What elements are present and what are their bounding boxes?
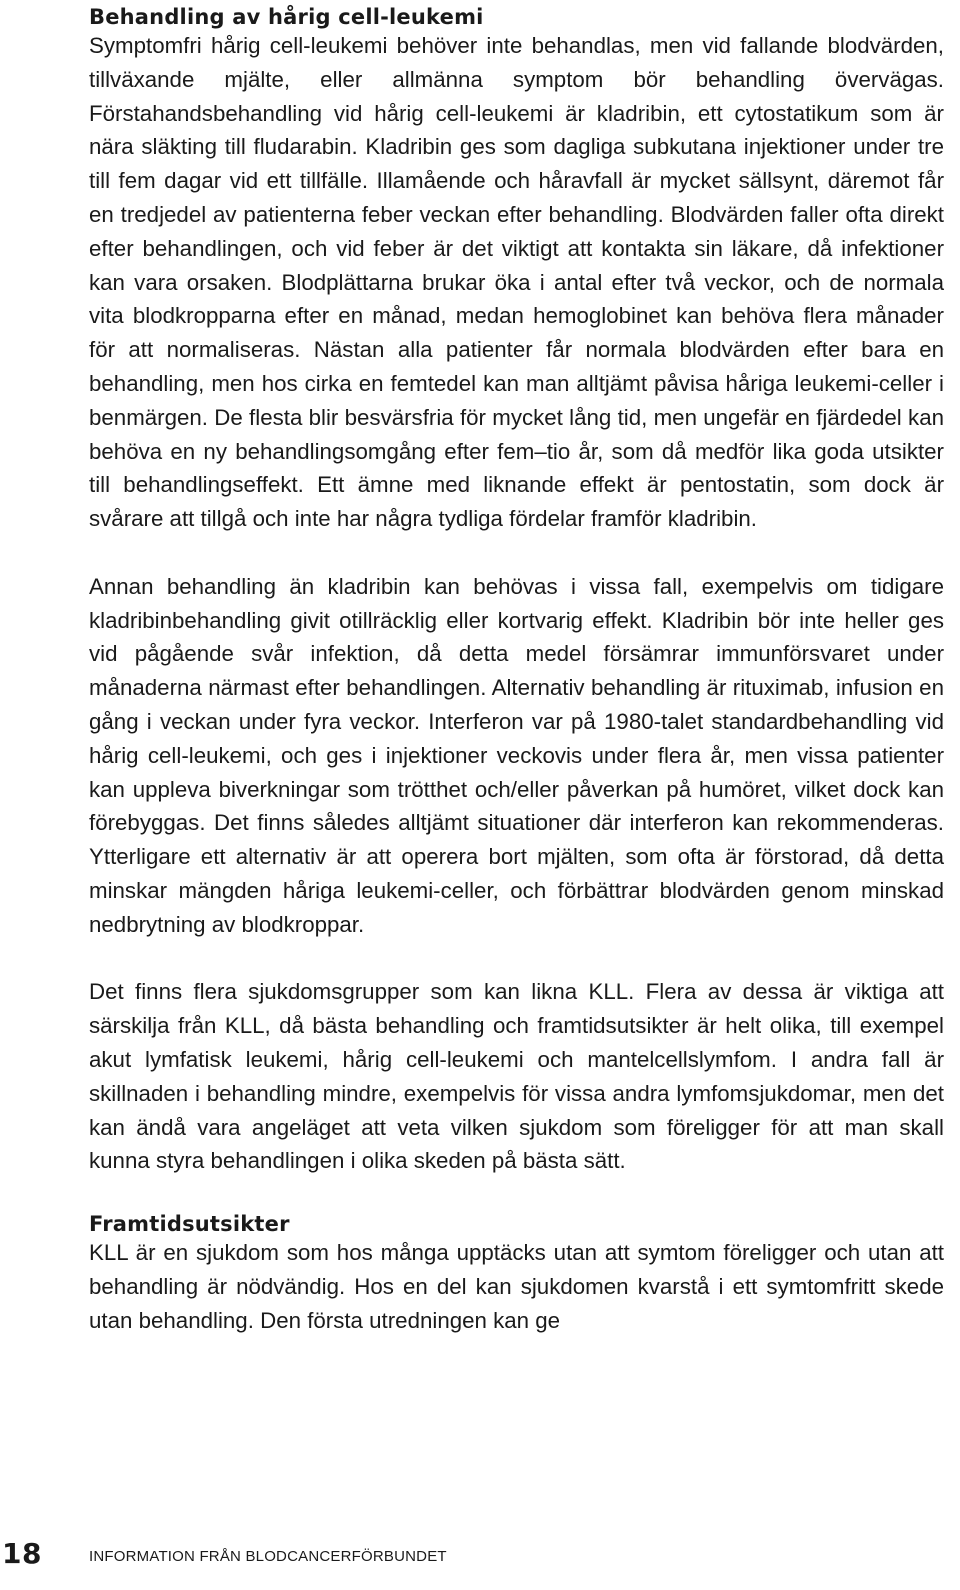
section-heading-hairy-cell-leukemia-treatment: Behandling av hårig cell-leukemi [89,5,484,29]
page-footer [0,1538,960,1578]
paragraph-spacer [89,536,944,570]
paragraph-prognosis: KLL är en sjukdom som hos många upptäcks utan att symtom föreligger och utan att behandling är nödvändig. Hos en del kan sjukdomen kvarstå i ett symtomfritt skede utan behandling. Den första utredningen kan ge [89,1240,944,1333]
paragraph-treatment: Symptomfri hårig cell-leukemi behöver inte behandlas, men vid fallande blodvärden, tillväxande mjälte, eller allmänna symptom bör behandling övervägas. Förstahandsbehandling vid hårig cell-leukemi är kladribin, ett cytostatikum som är nära släkting till fludarabin. Kladribin ges som dagliga subkutana injektioner under tre till fem dagar vid ett tillfälle. Illamående och håravfall är mycket sällsynt, däremot får en tredjedel av patienterna feber veckan efter behandling. Blodvärden faller ofta direkt efter behandlingen, och vid feber är det viktigt att kontakta sin läkare, då infektioner kan vara orsaken. Blodplättarna brukar öka i antal efter två veckor, och de normala vita blodkropparna efter en månad, medan hemoglobinet kan behöva flera månader för att normaliseras. Nästan alla patienter får normala blodvärden efter bara en behandling, men hos cirka en femtedel kan man alltjämt påvisa håriga leukemi-celler i benmärgen. De flesta blir besvärsfria för mycket lång tid, men ungefär en fjärdedel kan behöva en ny behandlingsomgång efter fem–tio år, som då medför lika goda utsikter till behandlingseffekt. Ett ämne med liknande effekt är pentostatin, som dock är svårare att tillgå och inte har några tydliga fördelar framför kladribin. [89,33,944,532]
publisher-label: INFORMATION FRÅN BLODCANCERFÖRBUNDET [89,1548,447,1565]
page-number: 18 [2,1537,42,1570]
paragraph-spacer [89,942,944,976]
paragraph-differential-diagnosis: Det finns flera sjukdomsgrupper som kan likna KLL. Flera av dessa är viktiga att särskilja från KLL, då bästa behandling och framtidsutsikter är helt olika, till exempel akut lymfatisk leukemi, hårig cell-leukemi och mantelcellslymfom. I andra fall är skillnaden i behandling mindre, exempelvis för vissa andra lymfomsjukdomar, men det kan ändå vara angeläget att veta vilken sjukdom som föreligger för att man skall kunna styra behandlingen i olika skeden på bästa sätt. [89,979,944,1174]
section-heading-prognosis: Framtidsutsikter [89,1212,290,1237]
paragraph-alternative-treatment: Annan behandling än kladribin kan behövas i vissa fall, exempelvis om tidigare kladribinbehandling givit otillräcklig eller kortvarig effekt. Kladribin bör inte heller ges vid pågående svår infektion, då detta medel försämrar immunförsvaret under månaderna närmast efter behandlingen. Alternativ behandling är rituximab, infusion en gång i veckan under fyra veckor. Interferon var på 1980-talet standardbehandling vid hårig cell-leukemi, och ges i injektioner veckovis under flera år, men vissa patienter kan uppleva biverkningar som trötthet och/eller påverkan på humöret, vilket dock kan förebyggas. Det finns således alltjämt situationer där interferon kan rekommenderas. Ytterligare ett alternativ är att operera bort mjälten, som ofta är förstorad, då detta minskar mängden håriga leukemi-celler, och förbättrar blodvärden genom minskad nedbrytning av blodkroppar. [89,573,944,937]
page-content [89,0,944,1337]
paragraph-spacer [89,1178,944,1212]
